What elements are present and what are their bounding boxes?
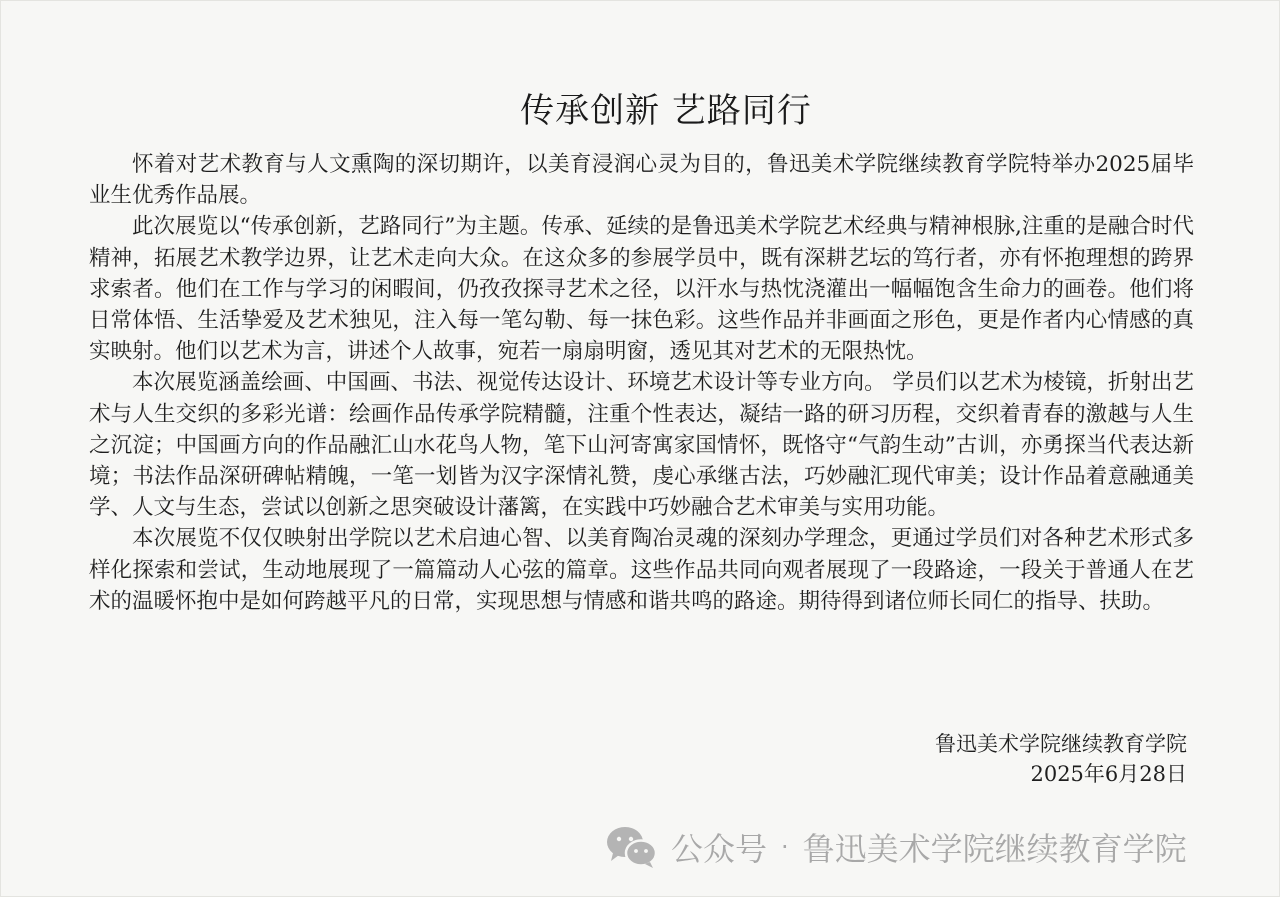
watermark-separator: · xyxy=(781,833,789,861)
signature-block xyxy=(935,729,1187,789)
paragraph: 本次展览不仅仅映射出学院以艺术启迪心智、以美育陶冶灵魂的深刻办学理念，更通过学员们对各种艺术形式多样化探索和尝试，生动地展现了一篇篇动人心弦的篇章。这些作品共同向观者展现了一段路途，一段关于普通人在艺术的温暖怀抱中是如何跨越平凡的日常，实现思想与情感和谐共鸣的路途。期待得到诸位师长同仁的指导、扶助。 xyxy=(89,526,1194,614)
paragraph: 怀着对艺术教育与人文熏陶的深切期许，以美育浸润心灵为目的，鲁迅美术学院继续教育学院特举办2025届毕业生优秀作品展。 xyxy=(89,152,1194,209)
document-title: 传承创新 艺路同行 xyxy=(520,91,812,131)
paragraph: 本次展览涵盖绘画、中国画、书法、视觉传达设计、环境艺术设计等专业方向。 学员们以艺术为棱镜，折射出艺术与人生交织的多彩光谱：绘画作品传承学院精髓，注重个性表达，凝结一路的研习历程，交织着青春的激越与人生之沉淀；中国画方向的作品融汇山水花鸟人物，笔下山河寄寓家国情怀，既恪守“气韵生动”古训，亦勇探当代表达新境；书法作品深研碑帖精魄，一笔一划皆为汉字深情礼赞，虔心承继古法，巧妙融汇现代审美；设计作品着意融通美学、人文与生态，尝试以创新之思突破设计藩篱，在实践中巧妙融合艺术审美与实用功能。 xyxy=(89,370,1194,521)
watermark-account: 鲁迅美术学院继续教育学院 xyxy=(802,830,1187,868)
watermark-label: 公众号 xyxy=(671,830,768,868)
signature-date: 2025年6月28日 xyxy=(1030,762,1187,786)
wechat-icon xyxy=(605,824,659,870)
document-body xyxy=(89,149,1194,617)
signature-organization: 鲁迅美术学院继续教育学院 xyxy=(935,732,1187,756)
paragraph: 此次展览以“传承创新，艺路同行”为主题。传承、延续的是鲁迅美术学院艺术经典与精神根脉,注重的是融合时代精神，拓展艺术教学边界，让艺术走向大众。在这众多的参展学员中，既有深耕艺坛的笃行者，亦有怀抱理想的跨界求索者。他们在工作与学习的闲暇间，仍孜孜探寻艺术之径，以汗水与热忱浇灌出一幅幅饱含生命力的画卷。他们将日常体悟、生活挚爱及艺术独见，注入每一笔勾勒、每一抹色彩。这些作品并非画面之形色，更是作者内心情感的真实映射。他们以艺术为言，讲述个人故事，宛若一扇扇明窗，透见其对艺术的无限热忱。 xyxy=(89,214,1194,365)
wechat-watermark xyxy=(605,824,1187,870)
